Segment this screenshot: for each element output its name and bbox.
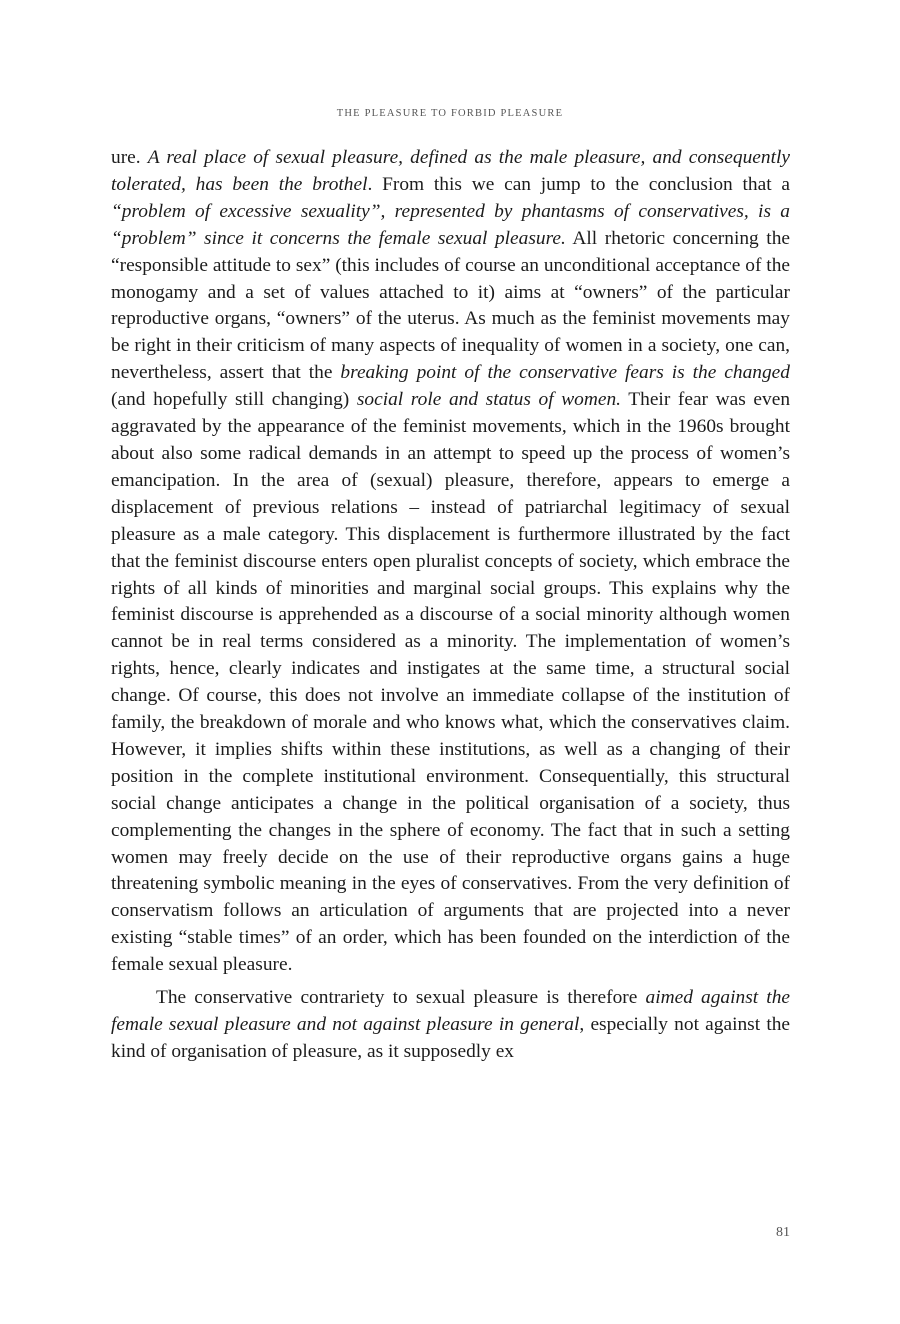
text-run: ure. (111, 147, 148, 168)
text-run: All rhetoric concerning the “responsible attitude to sex” (this includes of course an unconditional acceptance of the monogamy and a set of values attached to it) aims at “owners” of the particular reproductive organs, “owners” of the uterus. As much as the feminist movements may be right in their criticism of many aspects of inequality of women in a society, one can, nevertheless, assert that the (111, 227, 790, 384)
paragraph (111, 985, 790, 1066)
italic-run: A real place of sexual pleasure, defined as the male pleasure, and consequently tolerated, has been the brothel (111, 147, 790, 195)
italic-run: “problem of excessive sexuality”, represented by phantasms of conservatives, is a “problem” since it concerns the female sexual pleasure. (111, 200, 790, 249)
italic-run: social role and status of women. (356, 389, 622, 411)
italic-run: aimed against the female sexual pleasure and not against pleasure in general (111, 987, 790, 1035)
paragraph (111, 145, 790, 979)
body-text (111, 145, 790, 1066)
text-run: , especially not against the kind of organisation of pleasure, as it supposedly ex (111, 1014, 791, 1062)
page-number: 81 (776, 1225, 790, 1240)
text-run: Their fear was even aggravated by the appearance of the feminist movements, which in the 1960s brought about also some radical demands in an attempt to speed up the process of women’s emancipation. In the area of (sexual) pleasure, therefore, appears to emerge a displacement of previous relations – instead of patriarchal legitimacy of sexual pleasure as a male category. This displacement is furthermore illustrated by the fact that the feminist discourse enters open pluralist concepts of society, which embrace the rights of all kinds of minorities and marginal social groups. This explains why the feminist discourse is apprehended as a discourse of a social minority although women cannot be in real terms considered as a minority. The implementation of women’s rights, hence, clearly indicates and instigates at the same time, a structural social change. Of course, this does not involve an immediate collapse of the institution of family, the breakdown of morale and who knows what, which the conservatives claim. However, it implies shifts within these institutions, as well as a changing of their position in the complete institutional environment. Consequentially, this structural social change anticipates a change in the political organisation of a society, thus complementing the changes in the sphere of economy. The fact that in such a setting women may freely decide on the use of their reproductive organs gains a huge threatening symbolic meaning in the eyes of conservatives. From the very definition of conservatism follows an articulation of arguments that are projected into a never existing “stable times” of an order, which has been founded on the interdiction of the female sexual pleasure. (111, 389, 791, 976)
text-run: (and hopefully still changing) (111, 389, 357, 411)
running-head: THE PLEASURE TO FORBID PLEASURE (336, 108, 564, 119)
text-run: The conservative contrariety to sexual pleasure is therefore (156, 987, 646, 1009)
italic-run: breaking point of the conservative fears is the changed (340, 362, 790, 384)
text-run: . From this we can jump to the conclusion that a (367, 173, 790, 195)
